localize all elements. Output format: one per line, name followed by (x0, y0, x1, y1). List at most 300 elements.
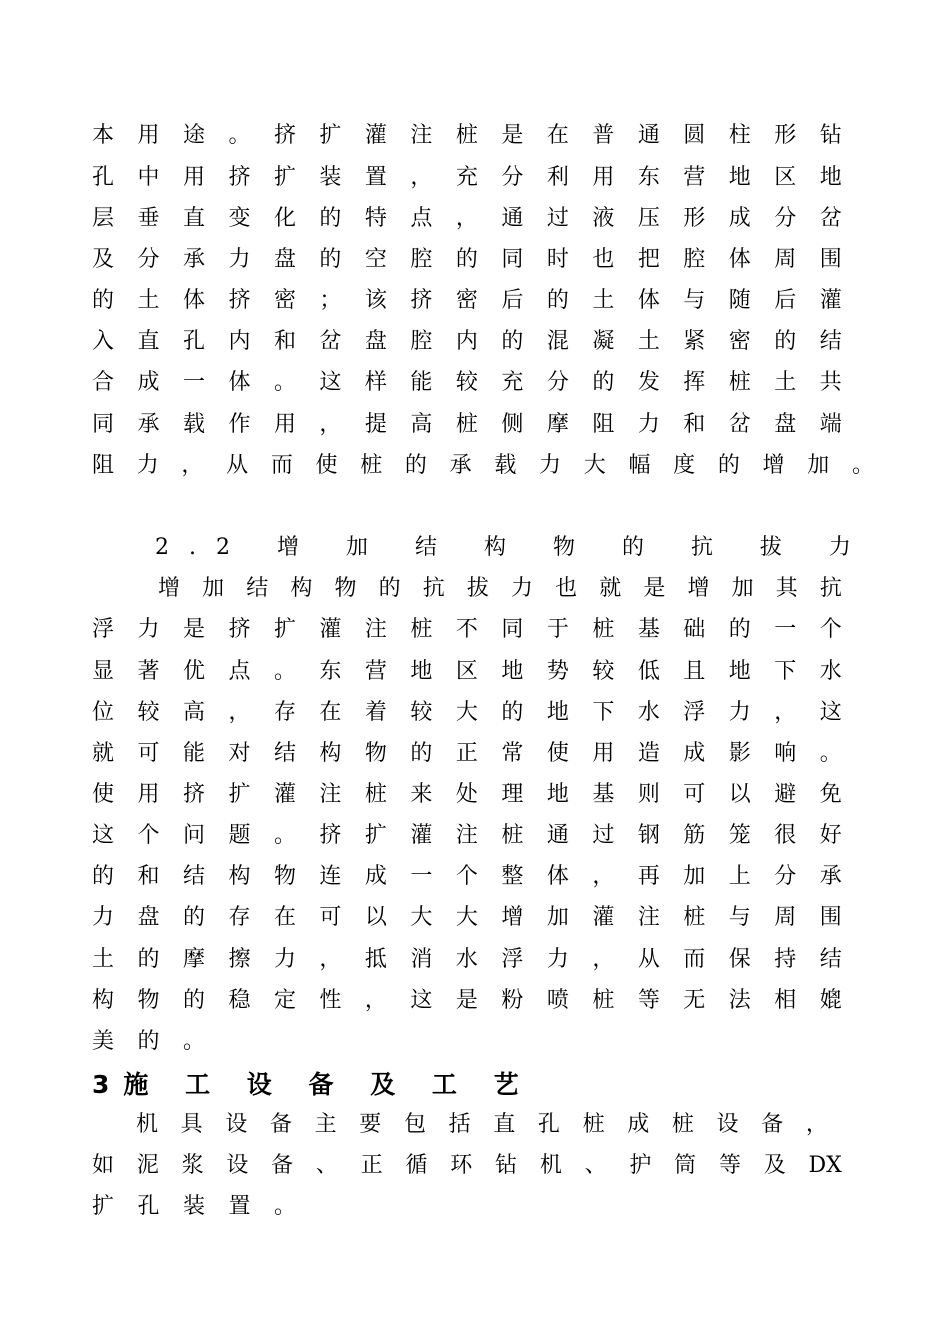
text-glyph: 的 (501, 329, 524, 354)
text-glyph: 喷 (546, 988, 569, 1013)
text-glyph: 抗 (422, 576, 445, 601)
text-glyph: 分 (774, 206, 797, 231)
text-glyph: 而 (683, 947, 706, 972)
text-glyph: 则 (637, 782, 660, 807)
text-glyph: 充 (501, 370, 524, 395)
text-glyph: 拔 (466, 576, 489, 601)
text-glyph: 注 (637, 905, 660, 930)
text-glyph: 灌 (364, 123, 387, 148)
text-glyph: 如 (92, 1153, 115, 1178)
text-glyph: 定 (273, 988, 296, 1013)
text-glyph: 液 (592, 206, 615, 231)
text-glyph: 用 (137, 123, 160, 148)
text-glyph: 和 (273, 329, 296, 354)
text-glyph: 物 (273, 864, 296, 889)
text-glyph: 理 (501, 782, 524, 807)
text-glyph: 显 (92, 659, 115, 684)
text-glyph: 直 (137, 329, 160, 354)
text-glyph: 力 (137, 617, 160, 642)
text-glyph: 盘 (364, 329, 387, 354)
text-glyph: 备 (271, 1153, 294, 1178)
text-glyph: ， (181, 453, 204, 478)
text-glyph: ， (592, 864, 615, 889)
text-glyph: 后 (774, 288, 797, 313)
text-glyph: 结 (273, 741, 296, 766)
text-glyph: 途 (182, 123, 205, 148)
text-glyph: 具 (180, 1112, 203, 1137)
paragraph-2-line (92, 740, 842, 768)
paragraph-1-line (92, 287, 842, 315)
text-glyph: 是 (643, 576, 666, 601)
text-glyph: 个 (455, 864, 478, 889)
text-glyph: 和 (137, 864, 160, 889)
text-glyph: 机 (539, 1153, 562, 1178)
text-glyph: 提 (364, 412, 387, 437)
text-glyph: 挥 (683, 370, 706, 395)
text-glyph: 的 (410, 741, 433, 766)
text-glyph: 成 (683, 741, 706, 766)
text-glyph: 构 (92, 988, 115, 1013)
text-glyph: 成 (137, 370, 160, 395)
text-glyph: 形 (683, 206, 706, 231)
text-glyph: 灌 (319, 617, 342, 642)
text-glyph: 扩 (228, 782, 251, 807)
text-glyph: ， (592, 947, 615, 972)
text-glyph: 基 (637, 617, 660, 642)
paragraph-2-line (92, 987, 842, 1015)
text-glyph: 而 (270, 453, 293, 478)
text-glyph: 内 (455, 329, 478, 354)
text-glyph: 腔 (683, 247, 706, 272)
text-glyph: 层 (92, 206, 115, 231)
text-glyph: 一 (182, 370, 205, 395)
text-glyph: 承 (137, 412, 160, 437)
paragraph-2-line (92, 946, 842, 974)
paragraph-1-line (92, 246, 842, 274)
text-glyph: 挤 (182, 782, 205, 807)
text-glyph: 桩 (582, 1112, 605, 1137)
text-glyph: 区 (455, 659, 478, 684)
text-glyph: 挤 (410, 288, 433, 313)
text-glyph: 物 (364, 741, 387, 766)
text-glyph: 力 (637, 412, 660, 437)
text-glyph: 备 (761, 1112, 784, 1137)
text-glyph: 随 (728, 288, 751, 313)
text-glyph: 一 (774, 617, 797, 642)
text-glyph: 使 (92, 782, 115, 807)
text-glyph: 密 (728, 329, 751, 354)
text-glyph: 处 (455, 782, 478, 807)
text-glyph: ， (319, 412, 342, 437)
text-glyph: 入 (92, 329, 115, 354)
text-glyph: 响 (774, 741, 797, 766)
paragraph-2-line (92, 658, 842, 686)
text-glyph: 的 (404, 453, 427, 478)
text-glyph: 、 (315, 1153, 338, 1178)
text-glyph: 能 (182, 741, 205, 766)
paragraph-2-line (92, 863, 842, 891)
text-glyph: 盘 (273, 247, 296, 272)
text-glyph: 可 (137, 741, 160, 766)
text-glyph: 时 (546, 247, 569, 272)
text-glyph: 环 (450, 1153, 473, 1178)
text-glyph: 挤 (319, 823, 342, 848)
text-glyph: 包 (403, 1112, 426, 1137)
text-glyph: 成 (728, 206, 751, 231)
text-glyph: 从 (226, 453, 249, 478)
text-glyph: 保 (728, 947, 751, 972)
text-glyph: 承 (182, 247, 205, 272)
text-glyph: 力 (728, 700, 751, 725)
paragraph-2-line (158, 575, 842, 603)
text-glyph: 钻 (495, 1153, 518, 1178)
paragraph-1-line (92, 164, 842, 192)
section-heading-2-2: 2.2 增 加 结 构 物 的 抗 拔 力 (155, 535, 871, 560)
text-glyph: 的 (92, 288, 115, 313)
text-glyph: 度 (673, 453, 696, 478)
text-glyph: 灌 (592, 905, 615, 930)
text-glyph: 侧 (501, 412, 524, 437)
paragraph-1-line (92, 328, 842, 356)
text-glyph: 避 (774, 782, 797, 807)
text-glyph: 性 (319, 988, 342, 1013)
paragraph-2-line (92, 699, 842, 727)
text-glyph: 力 (539, 453, 562, 478)
text-glyph: 过 (546, 206, 569, 231)
text-glyph: 腔 (410, 247, 433, 272)
text-glyph: 。 (228, 123, 251, 148)
text-glyph: 扩 (319, 123, 342, 148)
text-glyph: 正 (360, 1153, 383, 1178)
text-glyph: 免 (819, 782, 842, 807)
text-glyph: 通 (546, 823, 569, 848)
text-glyph: 础 (683, 617, 706, 642)
text-glyph: 孔 (182, 329, 205, 354)
text-glyph: 结 (182, 864, 205, 889)
text-glyph: 擦 (228, 947, 251, 972)
text-glyph: 不 (455, 617, 478, 642)
text-glyph: 土 (774, 370, 797, 395)
paragraph-2-line: 美的。 (92, 1029, 229, 1054)
text-glyph: 的 (182, 988, 205, 1013)
text-glyph: 桩 (671, 1112, 694, 1137)
text-glyph: 较 (455, 370, 478, 395)
text-glyph: 下 (592, 700, 615, 725)
text-glyph: 可 (683, 782, 706, 807)
text-glyph: 的 (378, 576, 401, 601)
text-glyph: 共 (819, 370, 842, 395)
text-glyph: 装 (319, 165, 342, 190)
text-glyph: 利 (546, 165, 569, 190)
text-glyph: 用 (182, 165, 205, 190)
text-glyph: 成 (627, 1112, 650, 1137)
text-glyph: 稳 (228, 988, 251, 1013)
text-glyph: 大 (455, 905, 478, 930)
text-glyph: 。 (819, 741, 842, 766)
text-glyph: 增 (501, 905, 524, 930)
text-glyph: 对 (228, 741, 251, 766)
text-glyph: 载 (182, 412, 205, 437)
text-glyph: 该 (364, 288, 387, 313)
text-glyph: 注 (410, 123, 433, 148)
text-glyph: 结 (819, 947, 842, 972)
text-glyph: 。 (273, 823, 296, 848)
text-glyph: 在 (546, 123, 569, 148)
text-glyph: 与 (683, 288, 706, 313)
text-glyph: 。 (273, 659, 296, 684)
text-glyph: 桩 (410, 617, 433, 642)
text-glyph: 媲 (819, 988, 842, 1013)
text-glyph: 就 (92, 741, 115, 766)
text-glyph: 。 (851, 453, 874, 478)
text-glyph: 等 (637, 988, 660, 1013)
text-glyph: 柱 (728, 123, 751, 148)
paragraph-1-line (92, 452, 874, 480)
text-glyph: 相 (774, 988, 797, 1013)
text-glyph: 就 (599, 576, 622, 601)
text-glyph: 下 (774, 659, 797, 684)
text-glyph: 设 (716, 1112, 739, 1137)
text-glyph: 分 (546, 370, 569, 395)
text-glyph: 灌 (410, 823, 433, 848)
text-glyph: 使 (546, 741, 569, 766)
text-glyph: 上 (728, 864, 751, 889)
text-glyph: 普 (592, 123, 615, 148)
text-glyph: 地 (819, 165, 842, 190)
text-glyph: 浆 (181, 1153, 204, 1178)
text-glyph: 笼 (728, 823, 751, 848)
text-glyph: 存 (273, 700, 296, 725)
text-glyph: 桩 (360, 453, 383, 478)
text-glyph: 浮 (683, 700, 706, 725)
text-glyph: 高 (182, 700, 205, 725)
paragraph-1-line (92, 411, 842, 439)
text-glyph: 中 (137, 165, 160, 190)
text-glyph: ， (410, 165, 433, 190)
text-glyph: 岔 (819, 206, 842, 231)
text-glyph: 混 (546, 329, 569, 354)
text-glyph: 较 (592, 659, 615, 684)
text-glyph: 水 (455, 947, 478, 972)
text-glyph: 变 (228, 206, 251, 231)
text-glyph: 浮 (501, 947, 524, 972)
text-glyph: 在 (319, 700, 342, 725)
text-glyph: 个 (819, 617, 842, 642)
paragraph-3-line (92, 1152, 842, 1180)
text-glyph: 成 (364, 864, 387, 889)
text-glyph: 分 (137, 247, 160, 272)
text-glyph: 括 (448, 1112, 471, 1137)
text-glyph: 化 (273, 206, 296, 231)
text-glyph: 通 (501, 206, 524, 231)
text-glyph: 位 (92, 700, 115, 725)
text-glyph: 连 (319, 864, 342, 889)
text-glyph: 孔 (537, 1112, 560, 1137)
text-glyph: 结 (819, 329, 842, 354)
text-glyph: 压 (637, 206, 660, 231)
text-glyph: 桩 (455, 412, 478, 437)
text-glyph: 粉 (501, 988, 524, 1013)
text-glyph: 圆 (683, 123, 706, 148)
text-glyph: 来 (410, 782, 433, 807)
text-glyph: 注 (364, 617, 387, 642)
text-glyph: 体 (182, 288, 205, 313)
text-glyph: 阻 (92, 453, 115, 478)
text-glyph: 使 (315, 453, 338, 478)
text-glyph: 的 (546, 288, 569, 313)
text-glyph: 力 (92, 905, 115, 930)
text-glyph: 力 (136, 453, 159, 478)
text-glyph: 过 (592, 823, 615, 848)
text-glyph: 水 (819, 659, 842, 684)
text-glyph: 大 (583, 453, 606, 478)
text-glyph: 紧 (683, 329, 706, 354)
text-glyph: 扩 (364, 823, 387, 848)
text-glyph: 主 (314, 1112, 337, 1137)
text-glyph: 其 (775, 576, 798, 601)
text-glyph: ， (319, 947, 342, 972)
text-glyph: 本 (92, 123, 115, 148)
text-glyph: 发 (637, 370, 660, 395)
text-glyph: 加 (807, 453, 830, 478)
text-glyph: 影 (728, 741, 751, 766)
text-glyph: 后 (501, 288, 524, 313)
text-glyph: 以 (364, 905, 387, 930)
text-glyph: 桩 (455, 123, 478, 148)
text-glyph: 桩 (592, 988, 615, 1013)
text-glyph: ， (364, 988, 387, 1013)
text-glyph: 加 (546, 905, 569, 930)
text-glyph: 点 (410, 206, 433, 231)
text-glyph: 地 (546, 700, 569, 725)
text-glyph: 是 (182, 617, 205, 642)
paragraph-3-line: 扩孔装置。 (92, 1194, 320, 1219)
text-glyph: 地 (501, 659, 524, 684)
text-glyph: 土 (592, 288, 615, 313)
text-glyph: 构 (228, 864, 251, 889)
text-glyph: 同 (501, 247, 524, 272)
text-glyph: 筒 (674, 1153, 697, 1178)
text-glyph: 再 (637, 864, 660, 889)
text-glyph: 端 (819, 412, 842, 437)
text-glyph: 凝 (592, 329, 615, 354)
text-glyph: 腔 (410, 329, 433, 354)
text-glyph: ， (805, 1112, 828, 1137)
text-glyph: 形 (774, 123, 797, 148)
text-glyph: 东 (637, 165, 660, 190)
text-glyph: 加 (202, 576, 225, 601)
text-glyph: 同 (92, 412, 115, 437)
text-glyph: 载 (494, 453, 517, 478)
text-glyph: 及 (92, 247, 115, 272)
text-glyph: ； (319, 288, 342, 313)
text-glyph: 特 (364, 206, 387, 231)
text-glyph: 围 (819, 905, 842, 930)
text-glyph: 于 (546, 617, 569, 642)
text-glyph: 增 (687, 576, 710, 601)
text-glyph: 护 (629, 1153, 652, 1178)
text-glyph: 高 (410, 412, 433, 437)
paragraph-2-line (92, 904, 842, 932)
text-glyph: 是 (501, 123, 524, 148)
text-glyph: 的 (728, 617, 751, 642)
text-glyph: 灌 (819, 288, 842, 313)
text-glyph: 分 (774, 864, 797, 889)
text-glyph: 浮 (92, 617, 115, 642)
text-glyph: 用 (592, 165, 615, 190)
text-glyph: 这 (819, 700, 842, 725)
text-glyph: 构 (319, 741, 342, 766)
text-glyph: 空 (364, 247, 387, 272)
text-glyph: 大 (455, 700, 478, 725)
text-glyph: 分 (501, 165, 524, 190)
text-glyph: 地 (728, 659, 751, 684)
text-glyph: 营 (683, 165, 706, 190)
text-glyph: 通 (637, 123, 660, 148)
text-glyph: 土 (92, 947, 115, 972)
paragraph-1-line (92, 205, 842, 233)
text-glyph: 能 (410, 370, 433, 395)
text-glyph: 及 (763, 1153, 786, 1178)
text-glyph: 体 (728, 247, 751, 272)
text-glyph: 题 (228, 823, 251, 848)
text-glyph: 注 (455, 823, 478, 848)
text-glyph: 挤 (228, 288, 251, 313)
text-glyph: 水 (637, 700, 660, 725)
text-glyph: 一 (410, 864, 433, 889)
text-glyph: 和 (683, 412, 706, 437)
text-glyph: 把 (637, 247, 660, 272)
text-glyph: 泥 (136, 1153, 159, 1178)
text-glyph: 基 (592, 782, 615, 807)
text-glyph: 承 (819, 864, 842, 889)
text-glyph: 正 (455, 741, 478, 766)
text-glyph: 作 (228, 412, 251, 437)
text-glyph: 法 (728, 988, 751, 1013)
text-glyph: 机 (136, 1112, 159, 1137)
text-glyph: 灌 (273, 782, 296, 807)
text-glyph: 可 (319, 905, 342, 930)
text-glyph: 地 (728, 165, 751, 190)
text-glyph: 营 (364, 659, 387, 684)
text-glyph: 土 (137, 288, 160, 313)
text-glyph: 且 (683, 659, 706, 684)
text-glyph: 垂 (137, 206, 160, 231)
text-glyph: 较 (410, 700, 433, 725)
text-glyph: 的 (501, 700, 524, 725)
text-glyph: 东 (319, 659, 342, 684)
text-glyph: 土 (637, 329, 660, 354)
text-glyph: 桩 (683, 905, 706, 930)
text-glyph: 钢 (637, 823, 660, 848)
text-glyph: 体 (228, 370, 251, 395)
text-glyph: 是 (455, 988, 478, 1013)
text-glyph: 同 (501, 617, 524, 642)
text-glyph: DX (808, 1153, 842, 1178)
text-glyph: 势 (546, 659, 569, 684)
text-glyph: ， (455, 206, 478, 231)
text-glyph: 内 (228, 329, 251, 354)
text-glyph: 持 (774, 947, 797, 972)
text-glyph: 直 (493, 1112, 516, 1137)
text-glyph: 加 (731, 576, 754, 601)
text-glyph: 岔 (319, 329, 342, 354)
text-glyph: 增 (762, 453, 785, 478)
text-glyph: 扩 (273, 617, 296, 642)
text-glyph: 的 (92, 864, 115, 889)
text-glyph: 存 (228, 905, 251, 930)
text-glyph: 摩 (546, 412, 569, 437)
